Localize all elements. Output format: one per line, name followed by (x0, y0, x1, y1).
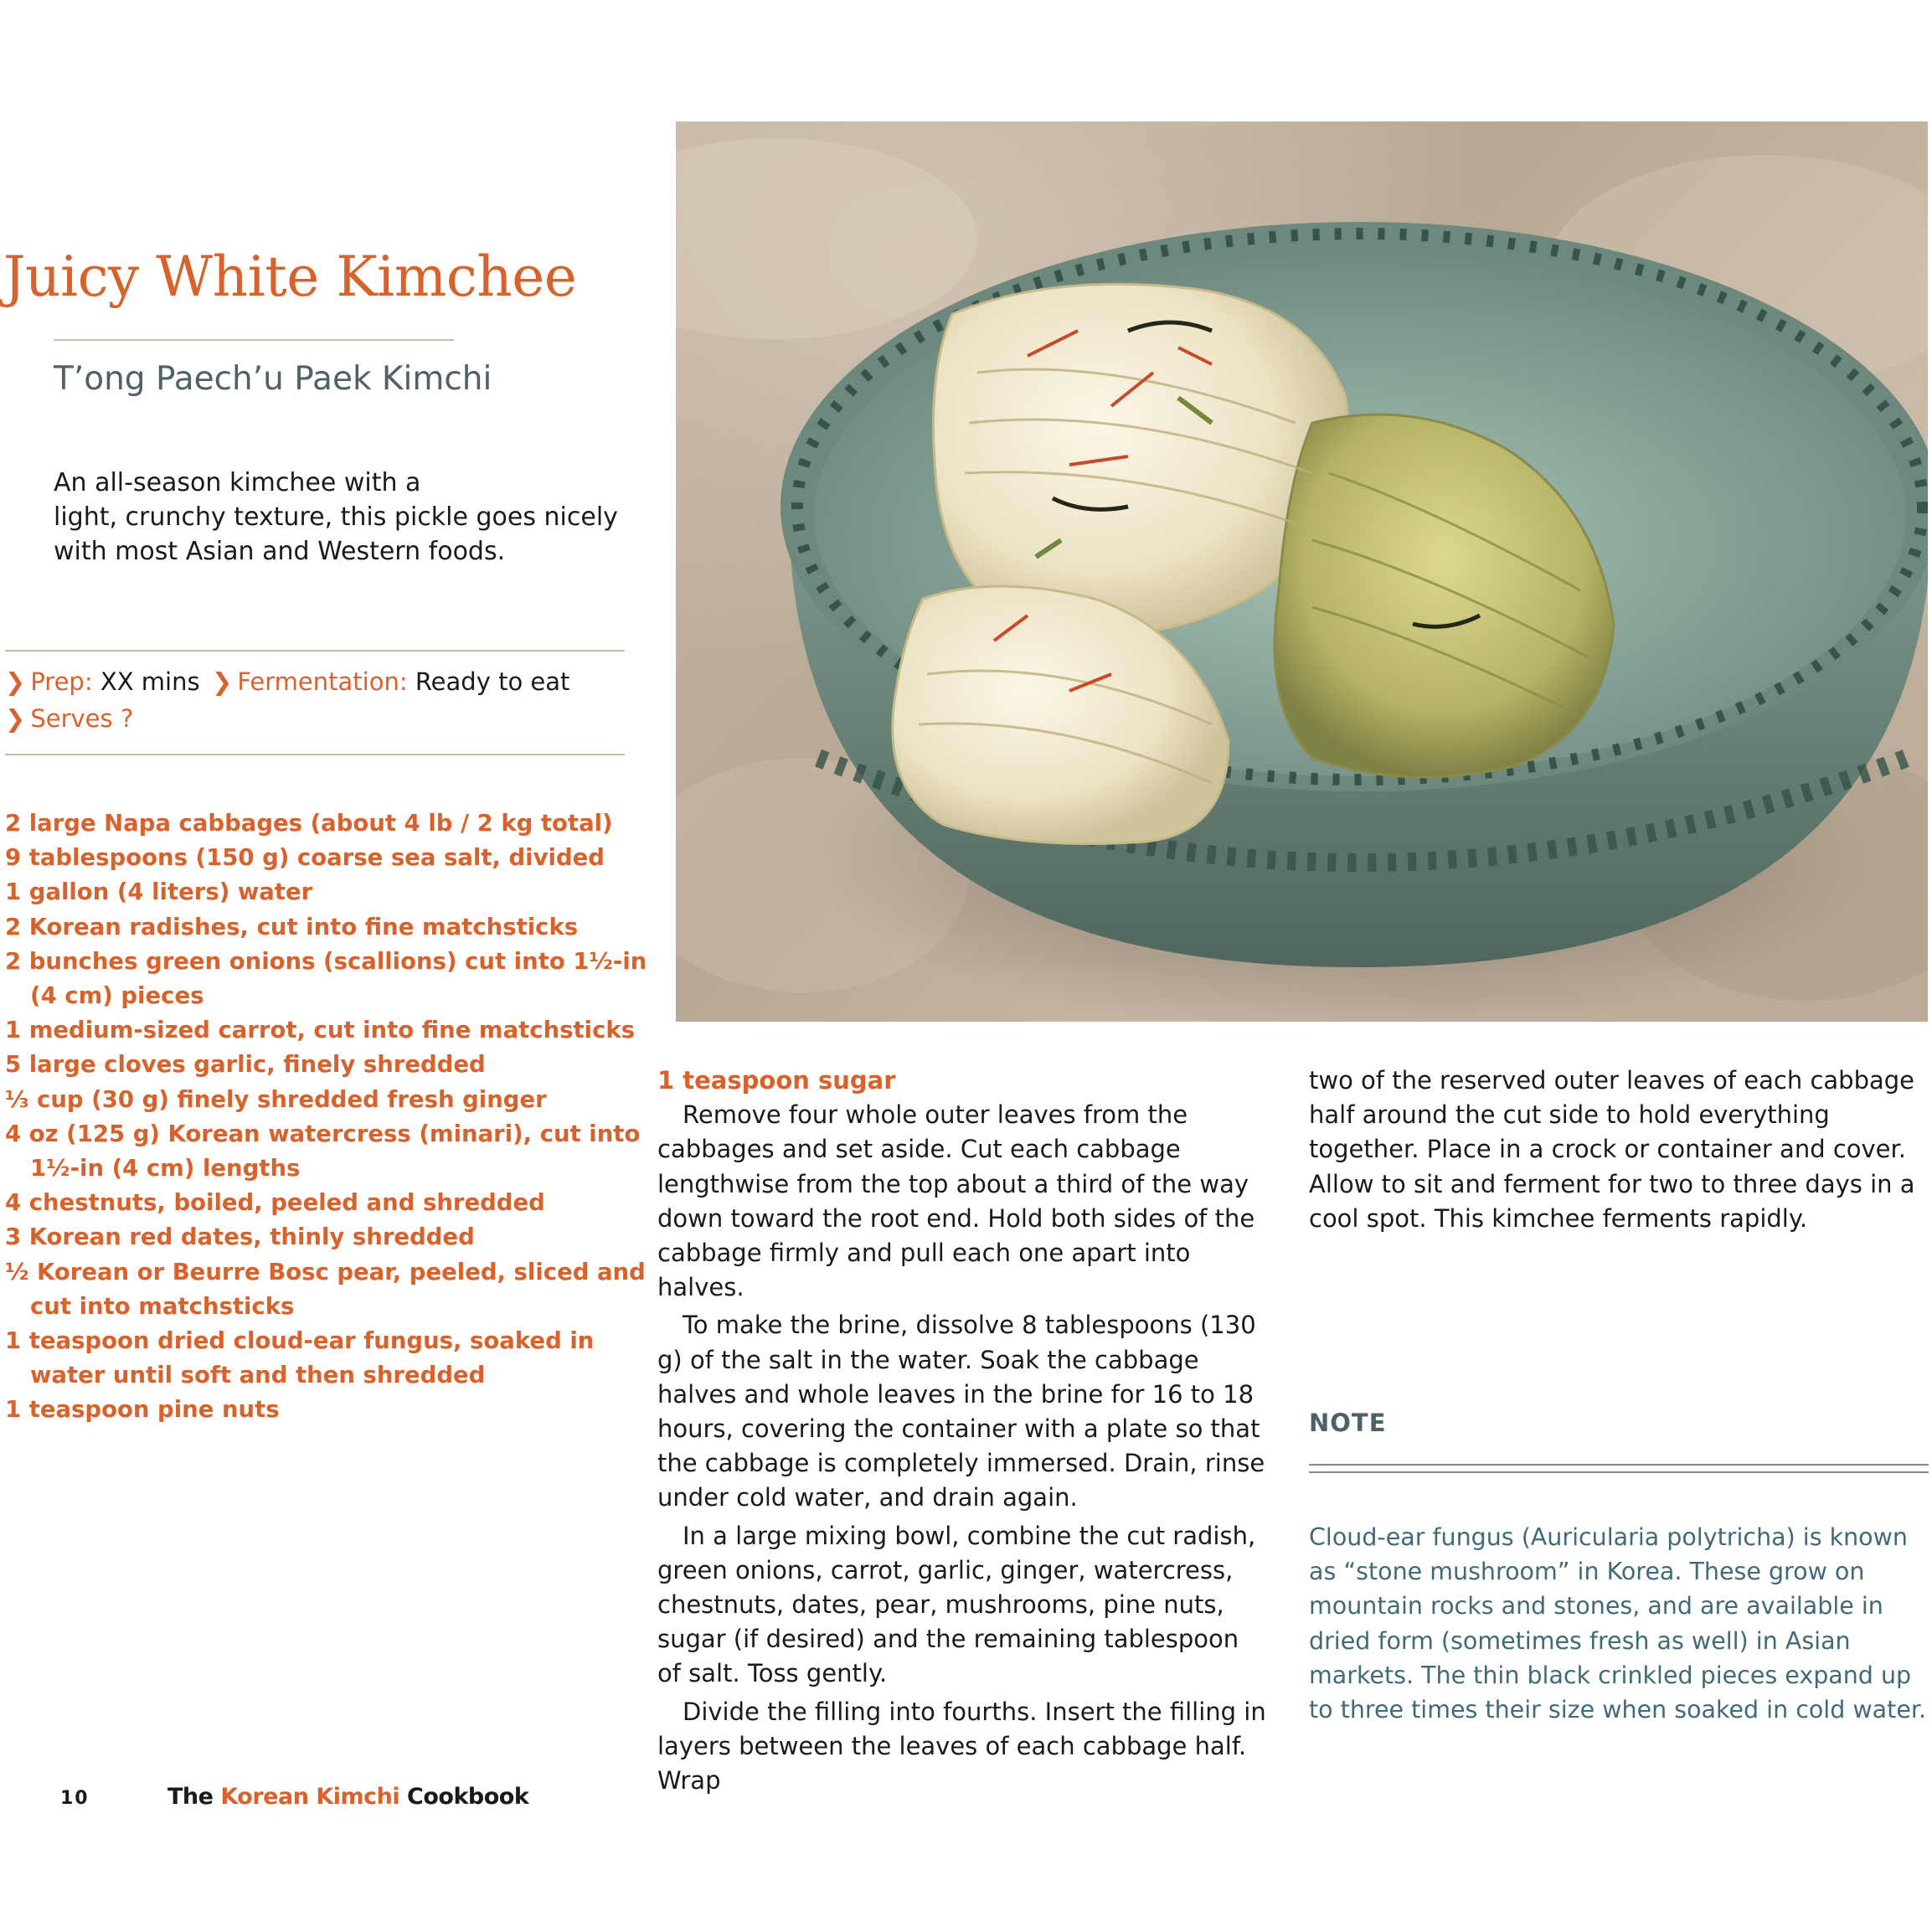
fermentation-label: Fermentation: (237, 667, 408, 696)
method-step: To make the brine, dissolve 8 tablespoons (130 g) of the salt in the water. Soak the cabbage halves and whole leaves in the brine for 16 to 18 hours, covering the container with a plate so that the cabbage is completely immersed. Drain, rinse under cold water, and drain again. (657, 1311, 1265, 1512)
prep-value: XX mins (100, 667, 200, 696)
ingredient-item: 2 large Napa cabbages (about 4 lb / 2 kg total) (5, 810, 613, 837)
ingredient-item-continued: water until soft and then shredded (30, 1362, 486, 1389)
ingredient-item: 9 tablespoons (150 g) coarse sea salt, divided (5, 844, 605, 872)
book-title-prefix: The (167, 1784, 214, 1810)
recipe-title: Juicy White Kimchee (3, 245, 577, 309)
recipe-intro (54, 466, 631, 569)
intro-line: light, crunchy texture, this pickle goes nicely (54, 502, 618, 532)
ingredient-item: ½ Korean or Beurre Bosc pear, peeled, sliced and (5, 1258, 646, 1285)
chevron-right-icon: ❯ (212, 667, 233, 696)
meta-top-divider (5, 650, 625, 652)
ingredient-item: 4 oz (125 g) Korean watercress (minari), cut into (5, 1120, 641, 1147)
kimchee-bowl-illustration (676, 121, 1928, 1022)
book-title-suffix: Cookbook (407, 1784, 529, 1810)
serves-label: Serves ? (30, 704, 134, 733)
ingredient-item: 5 large cloves garlic, finely shredded (5, 1051, 486, 1079)
serves-info (5, 704, 133, 733)
chevron-right-icon: ❯ (5, 704, 26, 733)
ingredient-sugar: 1 teaspoon sugar (657, 1066, 896, 1095)
method-column-2: two of the reserved outer leaves of each cabbage half around the cut side to hold everything together. Place in a crock or container and cover. Allow to sit and ferment for two to three days in a cool spot. This kimchee ferments rapidly. (1309, 1066, 1915, 1233)
fermentation-info (212, 667, 569, 696)
prep-info (5, 667, 200, 696)
running-footer-title (167, 1784, 528, 1810)
ingredient-item: 1 teaspoon dried cloud-ear fungus, soaked in (5, 1327, 595, 1355)
page-number: 10 (60, 1788, 90, 1809)
fermentation-value: Ready to eat (415, 667, 570, 696)
ingredient-item: 1 medium-sized carrot, cut into fine matchsticks (5, 1017, 636, 1044)
method-column-1 (657, 1064, 1269, 1801)
ingredient-item: 3 Korean red dates, thinly shredded (5, 1224, 475, 1251)
ingredient-item-continued: 1½-in (4 cm) lengths (30, 1155, 301, 1182)
note-divider (1309, 1471, 1929, 1473)
chevron-right-icon: ❯ (5, 667, 26, 696)
ingredient-item: 1 teaspoon pine nuts (5, 1396, 280, 1424)
recipe-subtitle: T’ong Paech’u Paek Kimchi (54, 360, 492, 398)
prep-label: Prep: (30, 667, 93, 696)
kimchee-photo (676, 121, 1928, 1022)
ingredient-item: ⅓ cup (30 g) finely shredded fresh ginger (5, 1085, 547, 1113)
note-heading: NOTE (1309, 1409, 1387, 1437)
ingredient-list (5, 806, 647, 1428)
method-step: Divide the filling into fourths. Insert the filling in layers between the leaves of each cabbage half. Wrap (657, 1697, 1266, 1795)
ingredient-item: 1 gallon (4 liters) water (5, 878, 313, 906)
note-divider (1309, 1464, 1929, 1466)
intro-line: An all-season kimchee with a (54, 468, 421, 497)
method-step: In a large mixing bowl, combine the cut radish, green onions, carrot, garlic, ginger, watercress, chestnuts, dates, pear, mushrooms, pine nuts, sugar (if desired) and the remaining tablespoon of salt. Toss gently. (657, 1521, 1256, 1688)
ingredient-item-continued: cut into matchsticks (30, 1292, 295, 1320)
intro-line: with most Asian and Western foods. (54, 537, 506, 566)
meta-bottom-divider (5, 754, 625, 755)
ingredient-item: 2 bunches green onions (scallions) cut into 1½-in (5, 947, 647, 975)
note-body: Cloud-ear fungus (Auricularia polytricha) is known as “stone mushroom” in Korea. These grow on mountain rocks and stones, and are available in dried form (sometimes fresh as well) in Asian markets. The thin black crinkled pieces expand up to three times their size when soaked in cold water. (1309, 1523, 1927, 1724)
book-title-accent: Korean Kimchi (220, 1784, 400, 1810)
title-divider (54, 339, 454, 341)
method-step: Remove four whole outer leaves from the cabbages and set aside. Cut each cabbage lengthwise from the top about a third of the way down toward the root end. Hold both sides of the cabbage firmly and pull each one apart into halves. (657, 1100, 1255, 1302)
ingredient-item: 2 Korean radishes, cut into fine matchsticks (5, 913, 579, 940)
ingredient-item-continued: (4 cm) pieces (30, 982, 204, 1010)
ingredient-item: 4 chestnuts, boiled, peeled and shredded (5, 1189, 545, 1217)
